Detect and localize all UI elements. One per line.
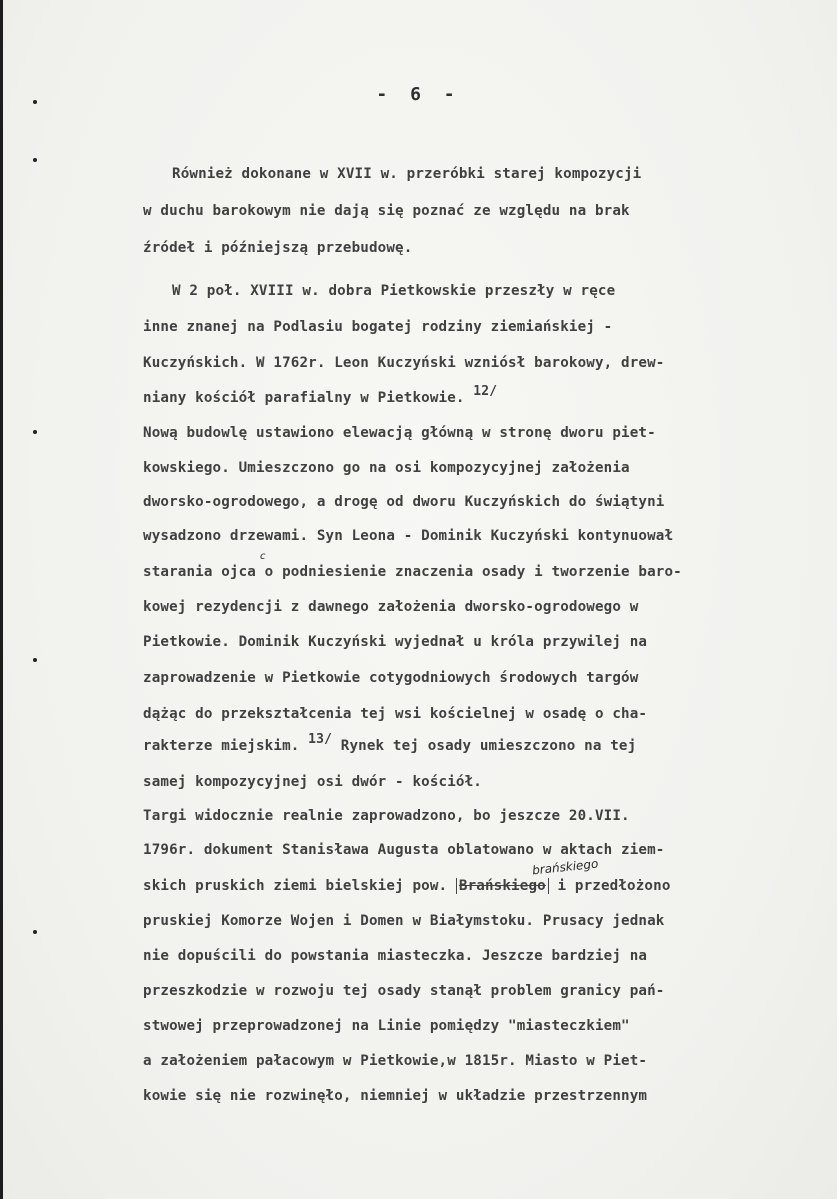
text-line: starania ojca o podniesienie znaczenia osady i tworzenie baro-: [143, 564, 682, 580]
text-line: a założeniem pałacowym w Pietkowie,w 1815r. Miasto w Piet-: [143, 1053, 648, 1069]
text-line: kowskiego. Umieszczono go na osi kompozycyjnej założenia: [143, 460, 630, 476]
punch-hole: [33, 430, 37, 434]
footnote-marker: 13/: [308, 732, 333, 747]
text-line: Nową budowlę ustawiono elewacją główną w stronę dworu piet-: [143, 425, 656, 441]
page-number: - 6 -: [376, 84, 461, 105]
text-line: dążąc do przekształcenia tej wsi kościelnej w osadę o cha-: [143, 706, 648, 722]
text-line: samej kompozycyjnej osi dwór - kościół.: [143, 774, 482, 790]
text-line: kowej rezydencji z dawnego założenia dworsko-ogrodowego w: [143, 599, 639, 615]
text-line: dworsko-ogrodowego, a drogę od dworu Kuczyńskich do świątyni: [143, 494, 665, 510]
text-line: źródeł i późniejszą przebudowę.: [143, 240, 413, 256]
text-line: Pietkowie. Dominik Kuczyński wyjednał u króla przywilej na: [143, 634, 648, 650]
punch-hole: [33, 658, 37, 662]
text-line: w duchu barokowym nie dają się poznać ze względu na brak: [143, 203, 630, 219]
handwritten-caret-correction: c: [260, 551, 266, 562]
text-line: przeszkodzie w rozwoju tej osady stanął problem granicy pań-: [143, 983, 665, 999]
text-line: kowie się nie rozwinęło, niemniej w układzie przestrzennym: [143, 1088, 648, 1104]
text-line: Również dokonane w XVII w. przeróbki starej kompozycji: [172, 166, 642, 182]
text-line: pruskiej Komorze Wojen i Domen w Białymstoku. Prusacy jednak: [143, 913, 665, 929]
text-line: niany kościół parafialny w Pietkowie. 12/: [143, 384, 498, 406]
text-line: nie dopuścili do powstania miasteczka. Jeszcze bardziej na: [143, 948, 648, 964]
scan-edge: [0, 0, 3, 1199]
text-line: inne znanej na Podlasiu bogatej rodziny ziemiańskiej -: [143, 319, 613, 335]
text-line: wysadzono drzewami. Syn Leona - Dominik Kuczyński kontynuował: [143, 528, 674, 544]
text-line: Targi widocznie realnie zaprowadzono, bo jeszcze 20.VII.: [143, 808, 630, 824]
text-line: skich pruskich ziemi bielskiej pow. Brańskiego i przedłożono: [143, 878, 671, 894]
handwritten-insertion: brańskiego: [531, 856, 599, 878]
text-line: Kuczyńskich. W 1762r. Leon Kuczyński wzniósł barokowy, drew-: [143, 355, 665, 371]
struck-word: Brańskiego: [456, 878, 549, 894]
punch-hole: [33, 930, 37, 934]
punch-hole: [33, 158, 37, 162]
text-line: zaprowadzenie w Pietkowie cotygodniowych środowych targów: [143, 670, 639, 686]
text-line: stwowej przeprowadzonej na Linie pomiędzy "miasteczkiem": [143, 1018, 630, 1034]
footnote-marker: 12/: [473, 384, 498, 399]
text-line: rakterze miejskim. 13/ Rynek tej osady umieszczono na tej: [143, 732, 637, 754]
text-line: 1796r. dokument Stanisława Augusta oblatowano w aktach ziem-: [143, 842, 665, 858]
text-line: W 2 poł. XVIII w. dobra Pietkowskie przeszły w ręce: [172, 283, 616, 299]
